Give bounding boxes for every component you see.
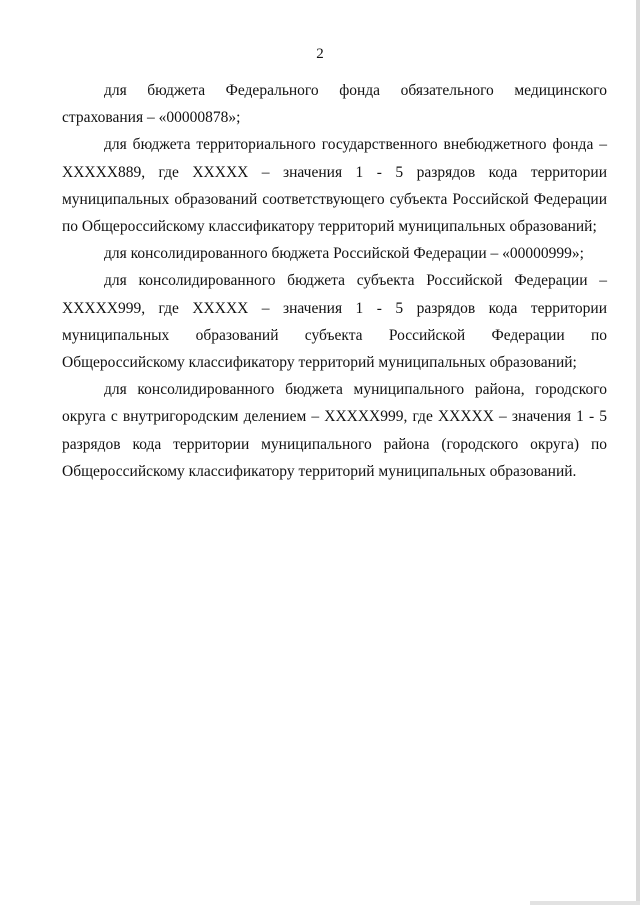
paragraph-consolidated-municipal: для консолидированного бюджета муниципального района, городского округа с внутригородским делением – XXXXX999, где XXXXX – значения 1 - 5 разрядов кода территории муниципального района (городского округа) по Общероссийскому классификатору территорий муниципальных образований. [62,381,607,480]
paragraph-territorial-fund: для бюджета территориального государственного внебюджетного фонда – XXXXX889, где XXXXX – значения 1 - 5 разрядов кода территории муниципальных образований соответствующего субъекта Российской Федерации по Общероссийскому классификатору территорий муниципальных образований; [62,136,607,236]
paragraph-consolidated-rf: для консолидированного бюджета Российской Федерации – «00000999»; [104,245,584,263]
scan-edge [636,0,640,905]
page-number: 2 [316,46,324,62]
paragraph-federal-medical-fund: для бюджета Федерального фонда обязательного медицинского страхования – «00000878»; [62,82,607,127]
scan-corner-edge [530,901,640,905]
document-body [62,77,607,485]
paragraph-consolidated-subject: для консолидированного бюджета субъекта Российской Федерации – XXXXX999, где XXXXX – значения 1 - 5 разрядов кода территории муниципальных образований субъекта Российской Федерации по Общероссийскому классификатору территорий муниципальных образований; [62,272,607,372]
